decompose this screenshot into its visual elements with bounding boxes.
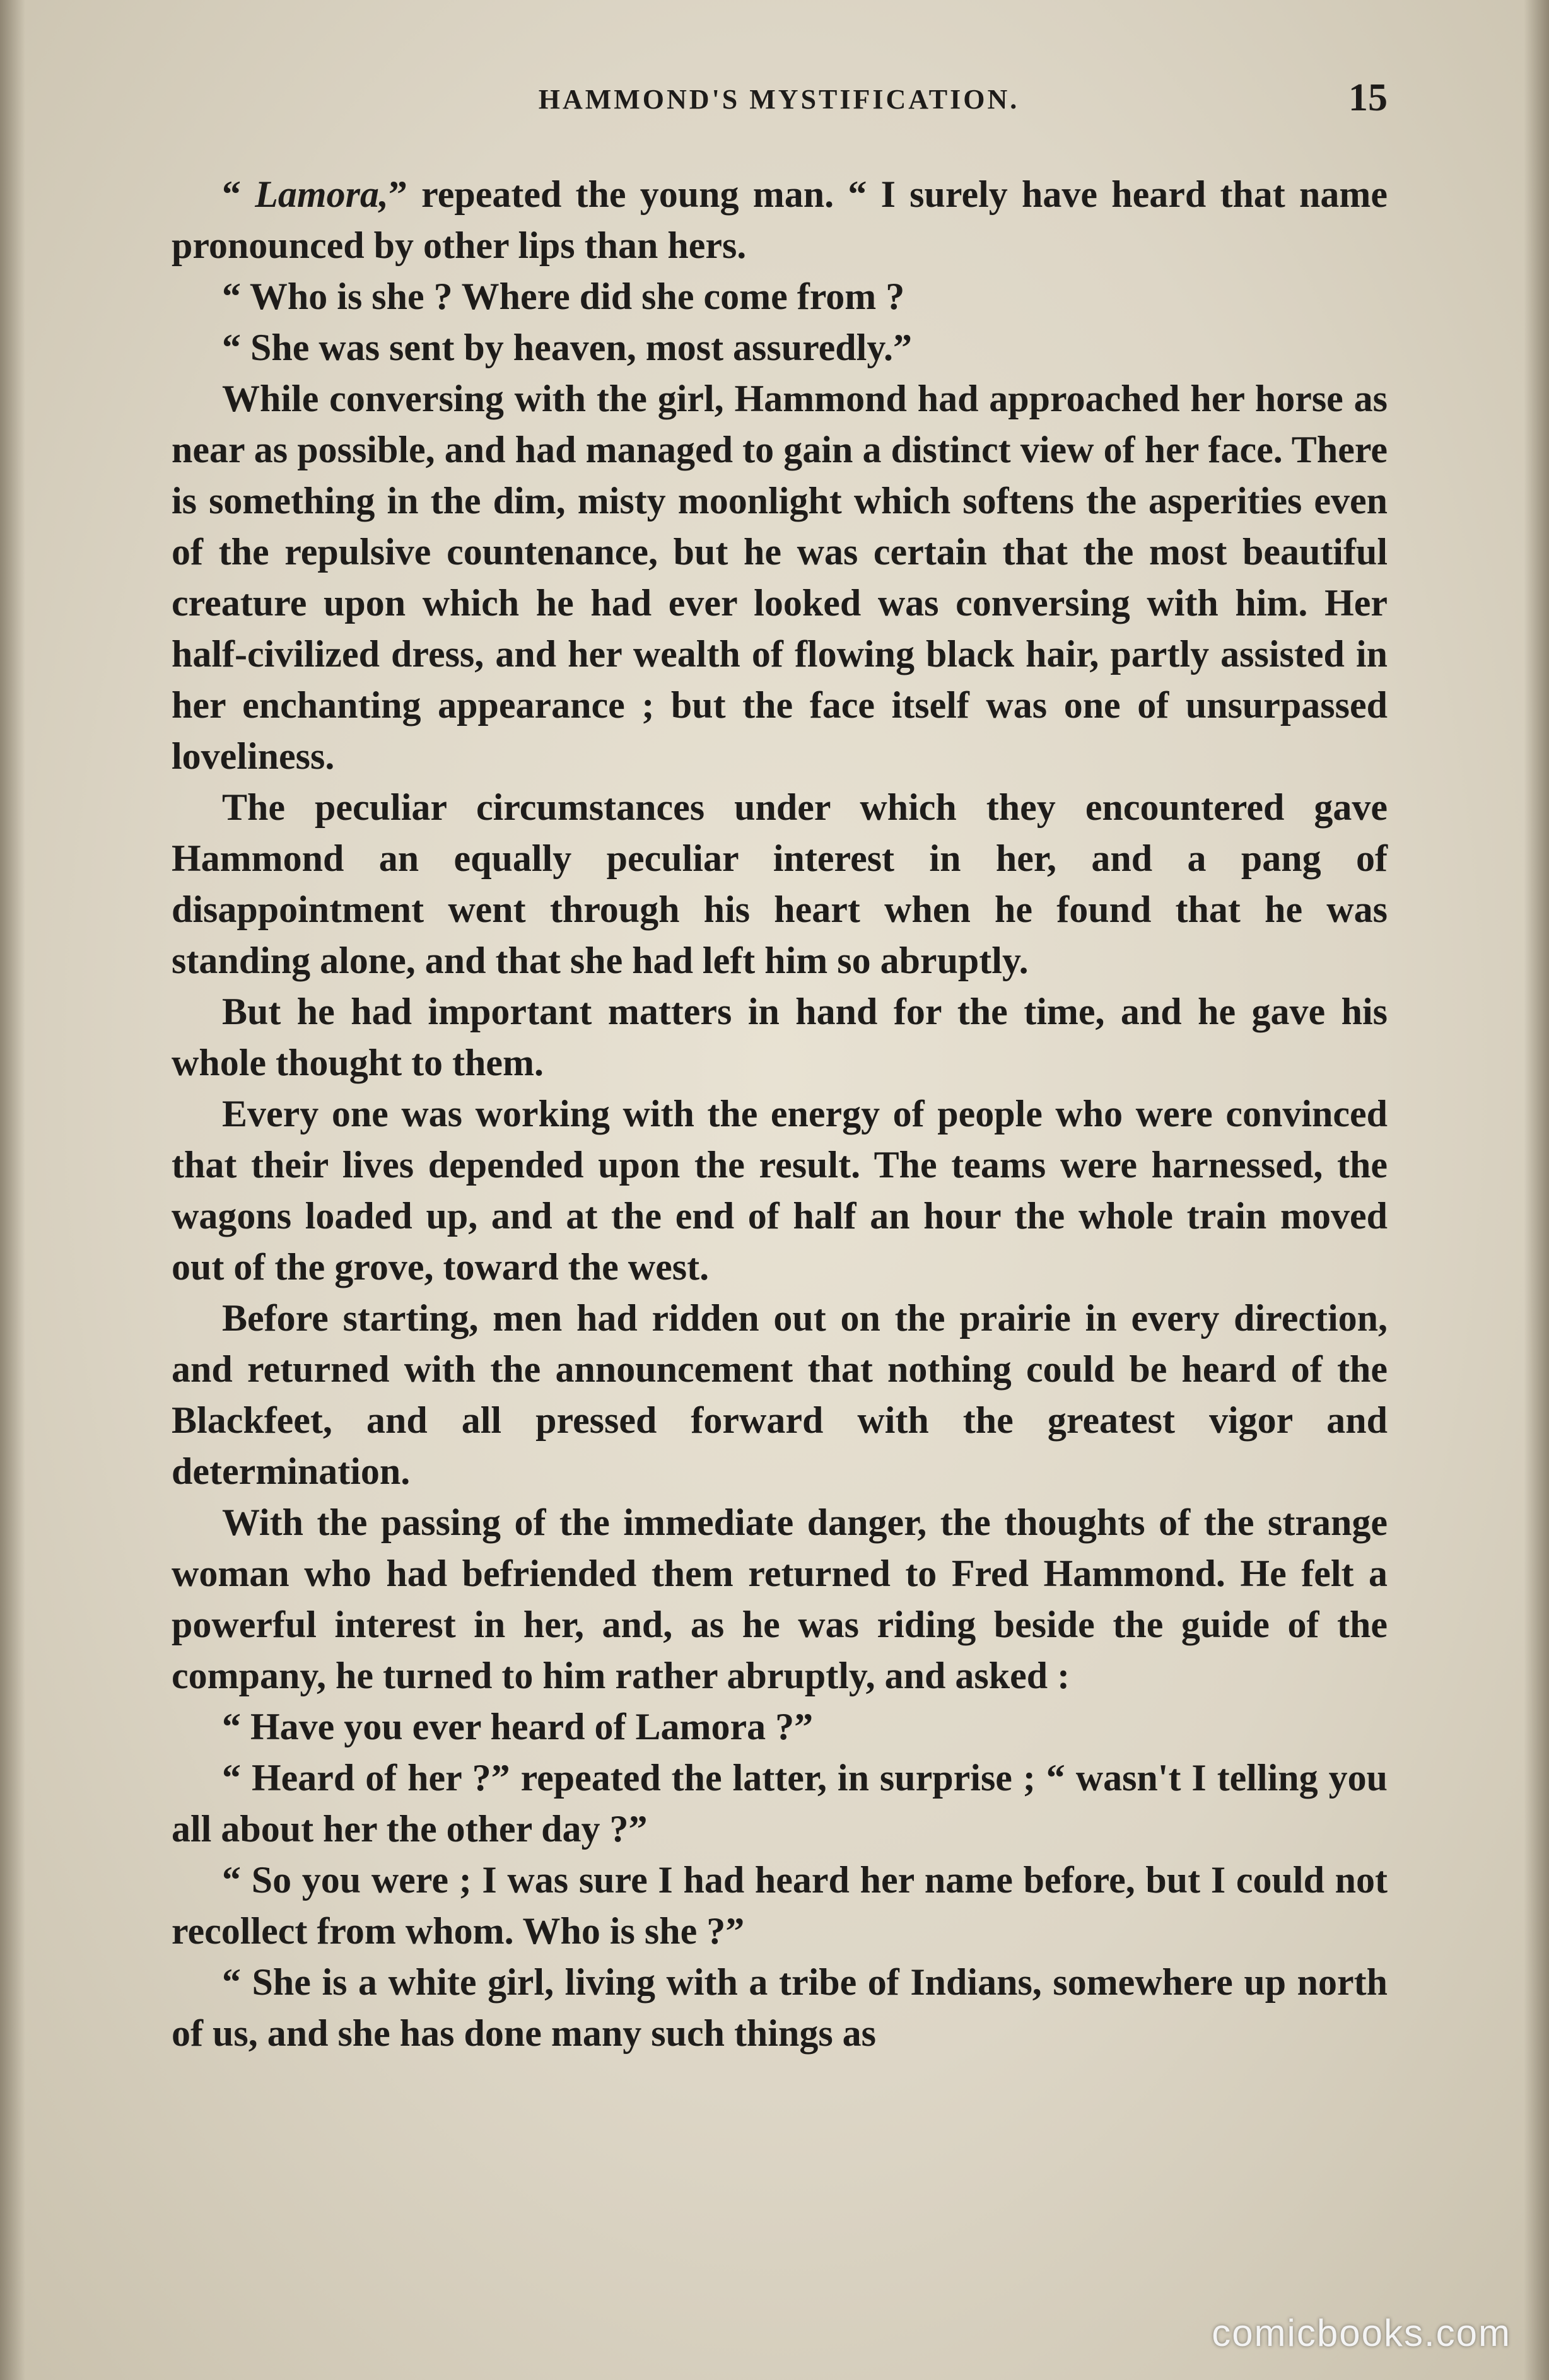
- paragraph: But he had important matters in hand for the time, and he gave his whole thought to them.: [172, 991, 1388, 1083]
- page-edge-left: [0, 0, 25, 2380]
- paragraph: “ So you were ; I was sure I had heard her name before, but I could not recollect from whom. Who is she ?”: [172, 1859, 1388, 1952]
- page-header: [170, 76, 1388, 126]
- paragraph: With the passing of the immediate danger, the thoughts of the strange woman who had befriended them returned to Fred Hammond. He felt a powerful interest in her, and, as he was riding beside the guide of the company, he turned to him rather abruptly, and asked :: [172, 1502, 1388, 1696]
- paragraph: “ Heard of her ?” repeated the latter, in surprise ; “ wasn't I telling you all about her the other day ?”: [172, 1757, 1388, 1850]
- paragraph: While conversing with the girl, Hammond had approached her horse as near as possible, and had managed to gain a distinct view of her face. There is something in the dim, misty moonlight which softens the asperities even of the repulsive countenance, but he was certain that the most beautiful creature upon which he had ever looked was conversing with him. Her half-civilized dress, and her wealth of flowing black hair, partly assisted in her enchanting appearance ; but the face itself was one of unsurpassed loveliness.: [172, 378, 1388, 777]
- paragraph: Every one was working with the energy of people who were convinced that their lives depended upon the result. The teams were harnessed, the wagons loaded up, and at the end of half an hour the whole train moved out of the grove, toward the west.: [172, 1093, 1388, 1288]
- paragraph: “ She is a white girl, living with a tribe of Indians, somewhere up north of us, and she has done many such things as: [172, 1961, 1388, 2054]
- paragraph: Before starting, men had ridden out on the prairie in every direction, and returned with the announcement that nothing could be heard of the Blackfeet, and all pressed forward with the greatest vigor and determination.: [172, 1297, 1388, 1492]
- body-text: [172, 169, 1388, 2059]
- paragraph: “ Who is she ? Where did she come from ?: [222, 276, 905, 317]
- paragraph: The peculiar circumstances under which they encountered gave Hammond an equally peculiar interest in her, and a pang of disappointment went through his heart when he found that he was standing alone, and that she had left him so abruptly.: [172, 786, 1388, 981]
- page-number: 15: [1348, 76, 1388, 119]
- paragraph: “ Lamora,” repeated the young man. “ I surely have heard that name pronounced by other lips than hers.: [172, 173, 1388, 266]
- running-head: HAMMOND'S MYSTIFICATION.: [538, 84, 1020, 115]
- paragraph: “ She was sent by heaven, most assuredly.”: [222, 327, 913, 368]
- paragraph: “ Have you ever heard of Lamora ?”: [222, 1706, 814, 1747]
- page-edge-right: [1524, 0, 1549, 2380]
- site-watermark: comicbooks.com: [1212, 2312, 1511, 2354]
